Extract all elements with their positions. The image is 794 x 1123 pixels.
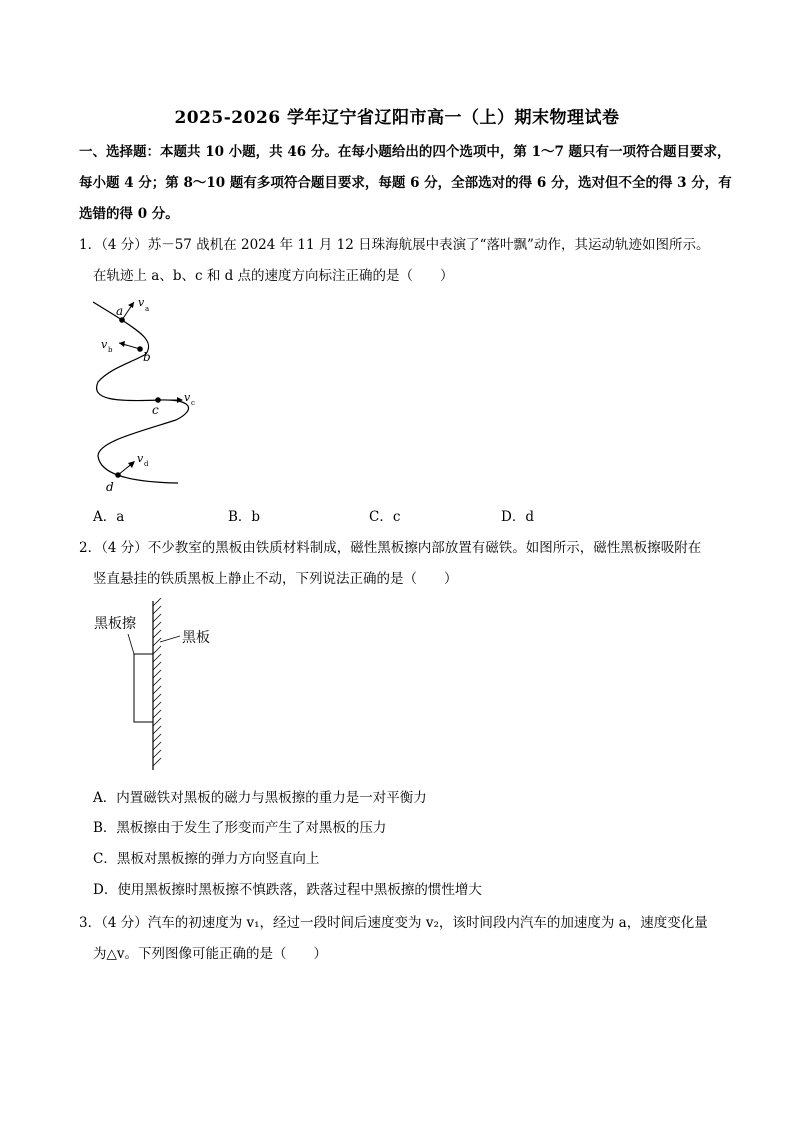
- point-b-label: b: [143, 350, 151, 364]
- velocity-c-label: v: [184, 391, 191, 404]
- point-d-label: d: [106, 480, 114, 494]
- velocity-d-label: v: [137, 452, 144, 465]
- q3-stem-line-1: 3．（4 分）汽车的初速度为 v₁，经过一段时间后速度变为 v₂，该时间段内汽车的加速度为 a，速度变化量: [79, 915, 708, 931]
- q1-stem-line-2: 在轨迹上 a、b、c 和 d 点的速度方向标注正确的是（ ）: [93, 268, 454, 284]
- velocity-a-label: v: [138, 296, 145, 309]
- q2-option-d: D．使用黑板擦时黑板擦不慎跌落，跌落过程中黑板擦的惯性增大: [93, 882, 482, 898]
- board-label: 黑板: [182, 630, 210, 646]
- eraser-leader-line: [128, 634, 134, 654]
- section-instructions-line-1: 一、选择题：本题共 10 小题，共 46 分。在每小题给出的四个选项中，第 1～7 题只有一项符合题目要求，: [79, 144, 731, 160]
- velocity-b-label: v: [101, 338, 108, 351]
- q1-option-a: A．a: [93, 509, 125, 525]
- q3-stem-line-2: 为△v。下列图像可能正确的是（ ）: [93, 946, 328, 962]
- section-instructions-line-2: 每小题 4 分；第 8～10 题有多项符合题目要求，每题 6 分，全部选对的得 6 分，选对但不全的得 3 分，有: [79, 175, 732, 191]
- q2-option-c: C．黑板对黑板擦的弹力方向竖直向上: [93, 851, 320, 867]
- q2-stem-line-2: 竖直悬挂的铁质黑板上静止不动，下列说法正确的是（ ）: [93, 571, 458, 587]
- q2-blackboard-figure: [90, 598, 230, 778]
- velocity-d-arrowhead: [128, 461, 135, 468]
- point-c-label: c: [152, 403, 159, 417]
- point-a-label: a: [116, 304, 124, 318]
- exam-title: 2025-2026 学年辽宁省辽阳市高一（上）期末物理试卷: [174, 108, 620, 128]
- q1-option-c: C．c: [369, 509, 401, 525]
- q2-stem-line-1: 2．（4 分）不少教室的黑板由铁质材料制成，磁性黑板擦内部放置有磁铁。如图所示，磁性黑板擦吸附在: [79, 540, 702, 556]
- board-leader-line: [160, 636, 180, 642]
- q1-option-b: B．b: [228, 509, 261, 525]
- q2-option-b: B．黑板擦由于发生了形变而产生了对黑板的压力: [93, 820, 387, 836]
- q1-trajectory-figure: [88, 292, 218, 498]
- velocity-c-subscript: c: [191, 399, 195, 407]
- section-instructions-line-3: 选错的得 0 分。: [79, 206, 179, 222]
- q2-option-a: A．内置磁铁对黑板的磁力与黑板擦的重力是一对平衡力: [93, 790, 427, 806]
- velocity-a-subscript: a: [145, 305, 150, 313]
- velocity-b-subscript: b: [108, 346, 113, 354]
- q1-option-d: D．d: [501, 509, 534, 525]
- eraser-label: 黑板擦: [94, 616, 136, 632]
- eraser-shape: [134, 654, 153, 722]
- blackboard-hatching: [153, 598, 161, 766]
- q1-stem-line-1: 1．（4 分）苏－57 战机在 2024 年 11 月 12 日珠海航展中表演了“落叶飘”动作，其运动轨迹如图所示。: [79, 237, 710, 253]
- velocity-d-subscript: d: [144, 460, 149, 468]
- velocity-b-arrowhead: [119, 341, 125, 347]
